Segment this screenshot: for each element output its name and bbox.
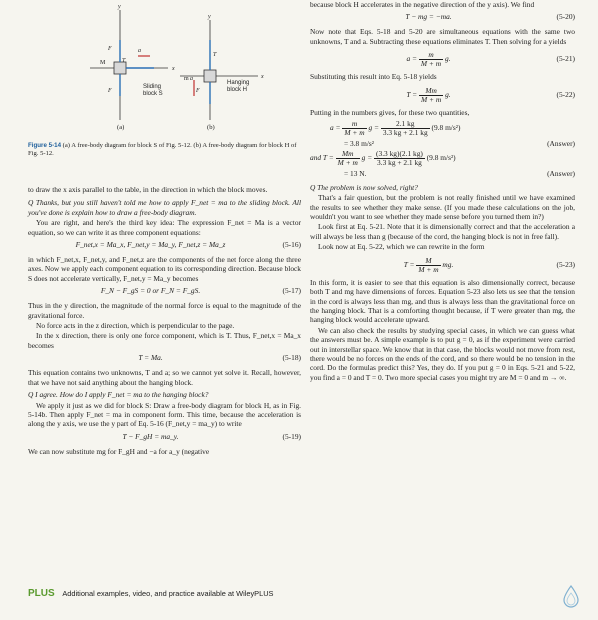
hanging-label-1: Hanging <box>227 80 250 86</box>
left-p1: to draw the x axis parallel to the table, in the direction in which the block moves. <box>28 185 268 194</box>
label-sliding-block <box>143 84 163 98</box>
left-p9: We can now substitute mg for F_gH and −a for a_y (negative <box>28 446 210 456</box>
water-drop-icon <box>562 585 580 609</box>
eq516-number: (5-16) <box>282 240 301 250</box>
eq523-fraction <box>416 257 440 274</box>
svg-text:T: T <box>213 52 217 58</box>
calc2-den2: 3.3 kg + 2.1 kg <box>377 158 422 168</box>
diagram-a <box>90 4 175 120</box>
calc1-num1: m <box>342 120 366 129</box>
eq520-number: (5-20) <box>556 12 575 22</box>
calc2-mid: g = <box>361 153 373 163</box>
eq521-den: M + m <box>420 59 442 69</box>
sliding-label-2: block S <box>143 91 163 97</box>
equation-5-23 <box>310 255 575 275</box>
svg-text:M: M <box>100 60 106 66</box>
calculation-t <box>310 150 575 167</box>
eq523-lhs: T = <box>403 259 415 269</box>
calc1-num2: 2.1 kg <box>381 120 430 129</box>
svg-text:F: F <box>108 88 112 94</box>
equation-5-21 <box>310 49 575 69</box>
calc2-result: = 13 N. <box>344 169 367 179</box>
svg-text:y: y <box>208 14 211 20</box>
left-p2: You are right, and here's the third key idea: The expression F_net = Ma is a vector equation, so we can write it as three component equations: <box>28 218 301 237</box>
eq518-number: (5-18) <box>282 353 301 363</box>
right-p1: because block H accelerates in the negative direction of the y axis). We find <box>310 0 535 9</box>
equation-5-22 <box>310 85 575 105</box>
eq523-number: (5-23) <box>556 259 575 269</box>
eq522-lhs: T = <box>406 89 418 99</box>
calculation-a <box>330 120 575 137</box>
eq521-fraction <box>419 51 443 68</box>
question-1: Q Thanks, but you still haven't told me how to apply F_net = ma to the sliding block. All you've done is explain how to draw a free-body diagram. <box>28 198 301 217</box>
sliding-label-1: Sliding <box>143 84 162 90</box>
eq519-body: T − F_gH = ma_y. <box>122 431 179 441</box>
eq517-number: (5-17) <box>282 286 301 296</box>
eq520-body: T − mg = −ma. <box>405 12 452 22</box>
calc1-den2: 3.3 kg + 2.1 kg <box>382 128 428 138</box>
calc2-lhs: and T = <box>310 153 334 163</box>
calc2-num1: Mm <box>336 150 360 159</box>
calculation-t-result <box>344 169 575 178</box>
caption-title: Figure 5-14 <box>28 141 62 149</box>
calc2-num2: (3.3 kg)(2.1 kg) <box>376 149 423 159</box>
left-p7: This equation contains two unknowns, T and a; so we cannot yet solve it. Recall, however, that we have not said anything about the hanging block. <box>28 368 301 387</box>
calc1-frac2 <box>381 120 430 137</box>
calc2-frac1 <box>336 150 360 167</box>
calculation-a-result <box>344 139 575 148</box>
svg-text:x: x <box>261 74 264 80</box>
equation-5-19 <box>28 432 301 444</box>
calc1-den1: M + m <box>344 128 365 138</box>
eq521-lhs: a = <box>406 54 418 64</box>
question-2: Q I agree. How do I apply F_net = ma to the hanging block? <box>28 390 209 400</box>
calc2-frac2 <box>374 150 425 167</box>
left-p3: in which F_net,x, F_net,y, and F_net,z are the components of the net force along the three axes. Now we apply each component equation to its corresponding direction. Because block S does not accelerate vertically, F_net,y = Ma_y becomes <box>28 255 301 283</box>
question-3: Q The problem is now solved, right? <box>310 182 418 192</box>
eq522-fraction <box>419 87 443 104</box>
eq523-den: M + m <box>418 264 439 274</box>
right-p6: Look first at Eq. 5-21. Note that it is dimensionally correct and that the acceleration a will always be less than g (because of the cord, the hanging block is not in free fall). <box>310 222 575 241</box>
right-p7: Look now at Eq. 5-22, which we can rewrite in the form <box>318 242 485 252</box>
calc2-den1: M + m <box>337 158 358 168</box>
wileyplus-logo: PLUS <box>28 588 55 599</box>
calc1-tail: (9.8 m/s²) <box>431 123 461 133</box>
right-p4: Putting in the numbers gives, for these two quantities, <box>310 107 470 117</box>
svg-text:a: a <box>190 76 193 82</box>
equation-5-18 <box>28 353 301 365</box>
eq521-num: m <box>419 51 443 60</box>
eq523-tail: mg. <box>442 259 454 269</box>
footer <box>28 588 274 599</box>
eq522-number: (5-22) <box>556 89 575 99</box>
right-p8: In this form, it is easier to see that this equation is also dimensionally correct, because both T and mg have dimensions of forces. Equation 5-23 also lets us see that the tension in the cord is always less than mg, and thus is always less than the gravitational force on the hanging block. That is a comforting thought because, if T were greater than mg, the hanging block would accelerate upward. <box>310 277 575 325</box>
left-p5: No force acts in the z direction, which is perpendicular to the page. <box>36 321 235 331</box>
equation-5-20 <box>310 12 575 24</box>
right-p9: We can also check the results by studying special cases, in which we can guess what the answers must be. A simple example is to put g = 0, as if the experiment were carried out in interstellar space. We know that in that case, the blocks would not move from rest, there would be no forces on the ends of the cord, and so there would be no tension in the cord. Do the formulas predict this? Yes, they do. If you put g = 0 in Eqs. 5-21 and 5-22, you find a = 0 and T = 0. Two more special cases you might try are M = 0 and m → ∞. <box>310 325 575 382</box>
eq521-tail: g. <box>444 54 451 64</box>
answer-label-2: (Answer) <box>547 169 575 179</box>
eq516-body: F_net,x = Ma_x, F_net,y = Ma_y, F_net,z = Ma_z <box>75 240 226 250</box>
equation-5-17 <box>28 286 301 298</box>
svg-text:F: F <box>108 46 112 52</box>
calc1-result: = 3.8 m/s² <box>344 139 374 149</box>
calc2-tail: (9.8 m/s²) <box>426 153 456 163</box>
left-column <box>28 135 301 457</box>
caption-text: (a) A free-body diagram for block S of Fig. 5-12. (b) A free-body diagram for block H of Fig. 5-12. <box>28 141 297 157</box>
left-p4: Thus in the y direction, the magnitude of the normal force is equal to the magnitude of the gravitational force. <box>28 301 301 320</box>
right-p5: That's a fair question, but the problem is not really finished until we have examined the results to see whether they make sense. (If you made these calculations on the job, wouldn't you want to see whether they made sense before you turned them in?) <box>310 193 575 222</box>
eq523-num: M <box>416 257 440 266</box>
eq517-body: F_N − F_gS = 0 or F_N = F_gS. <box>100 286 201 296</box>
label-hanging-block <box>227 80 249 94</box>
eq522-den: M + m <box>421 94 442 104</box>
left-p8: We apply it just as we did for block S: Draw a free-body diagram for block H, as in Fig. 5-14b. Then apply F_net = ma in component form. This time, because the acceleration is along the y axis, we use the y part of Eq. 5-16 (F_net,y = ma_y) to write <box>28 400 301 429</box>
eq519-number: (5-19) <box>282 431 301 441</box>
calc1-mid: g = <box>368 123 379 133</box>
figure-caption <box>28 142 301 159</box>
svg-text:a: a <box>138 48 141 54</box>
calc1-frac1 <box>342 120 366 137</box>
left-p6: In the x direction, there is only one force component, which is T. Thus, F_net,x = Ma_x becomes <box>28 331 301 350</box>
answer-label-1: (Answer) <box>547 139 575 149</box>
hanging-label-2: block H <box>227 87 248 93</box>
footer-text: Additional examples, video, and practice available at WileyPLUS <box>62 589 274 598</box>
svg-text:y: y <box>118 4 121 10</box>
right-column <box>310 0 575 383</box>
free-body-diagrams <box>80 0 280 135</box>
figure-label-b: (b) <box>207 124 215 131</box>
eq521-number: (5-21) <box>556 54 575 64</box>
svg-text:x: x <box>172 66 175 72</box>
eq522-num: Mm <box>419 87 443 96</box>
svg-text:m: m <box>184 76 189 82</box>
right-p2: Now note that Eqs. 5-18 and 5-20 are simultaneous equations with the same two unknowns, T and a. Subtracting these equations eliminates T. Then solving for a yields <box>310 27 575 46</box>
equation-5-16 <box>28 240 301 252</box>
right-p3: Substituting this result into Eq. 5-18 yields <box>310 72 437 82</box>
calc1-lhs: a = <box>330 123 341 133</box>
figure-label-a: (a) <box>117 124 125 131</box>
diagram-b <box>180 14 264 120</box>
eq518-body: T = Ma. <box>138 353 163 363</box>
svg-text:T: T <box>122 58 126 64</box>
svg-text:F: F <box>196 88 200 94</box>
eq522-tail: g. <box>445 89 451 99</box>
